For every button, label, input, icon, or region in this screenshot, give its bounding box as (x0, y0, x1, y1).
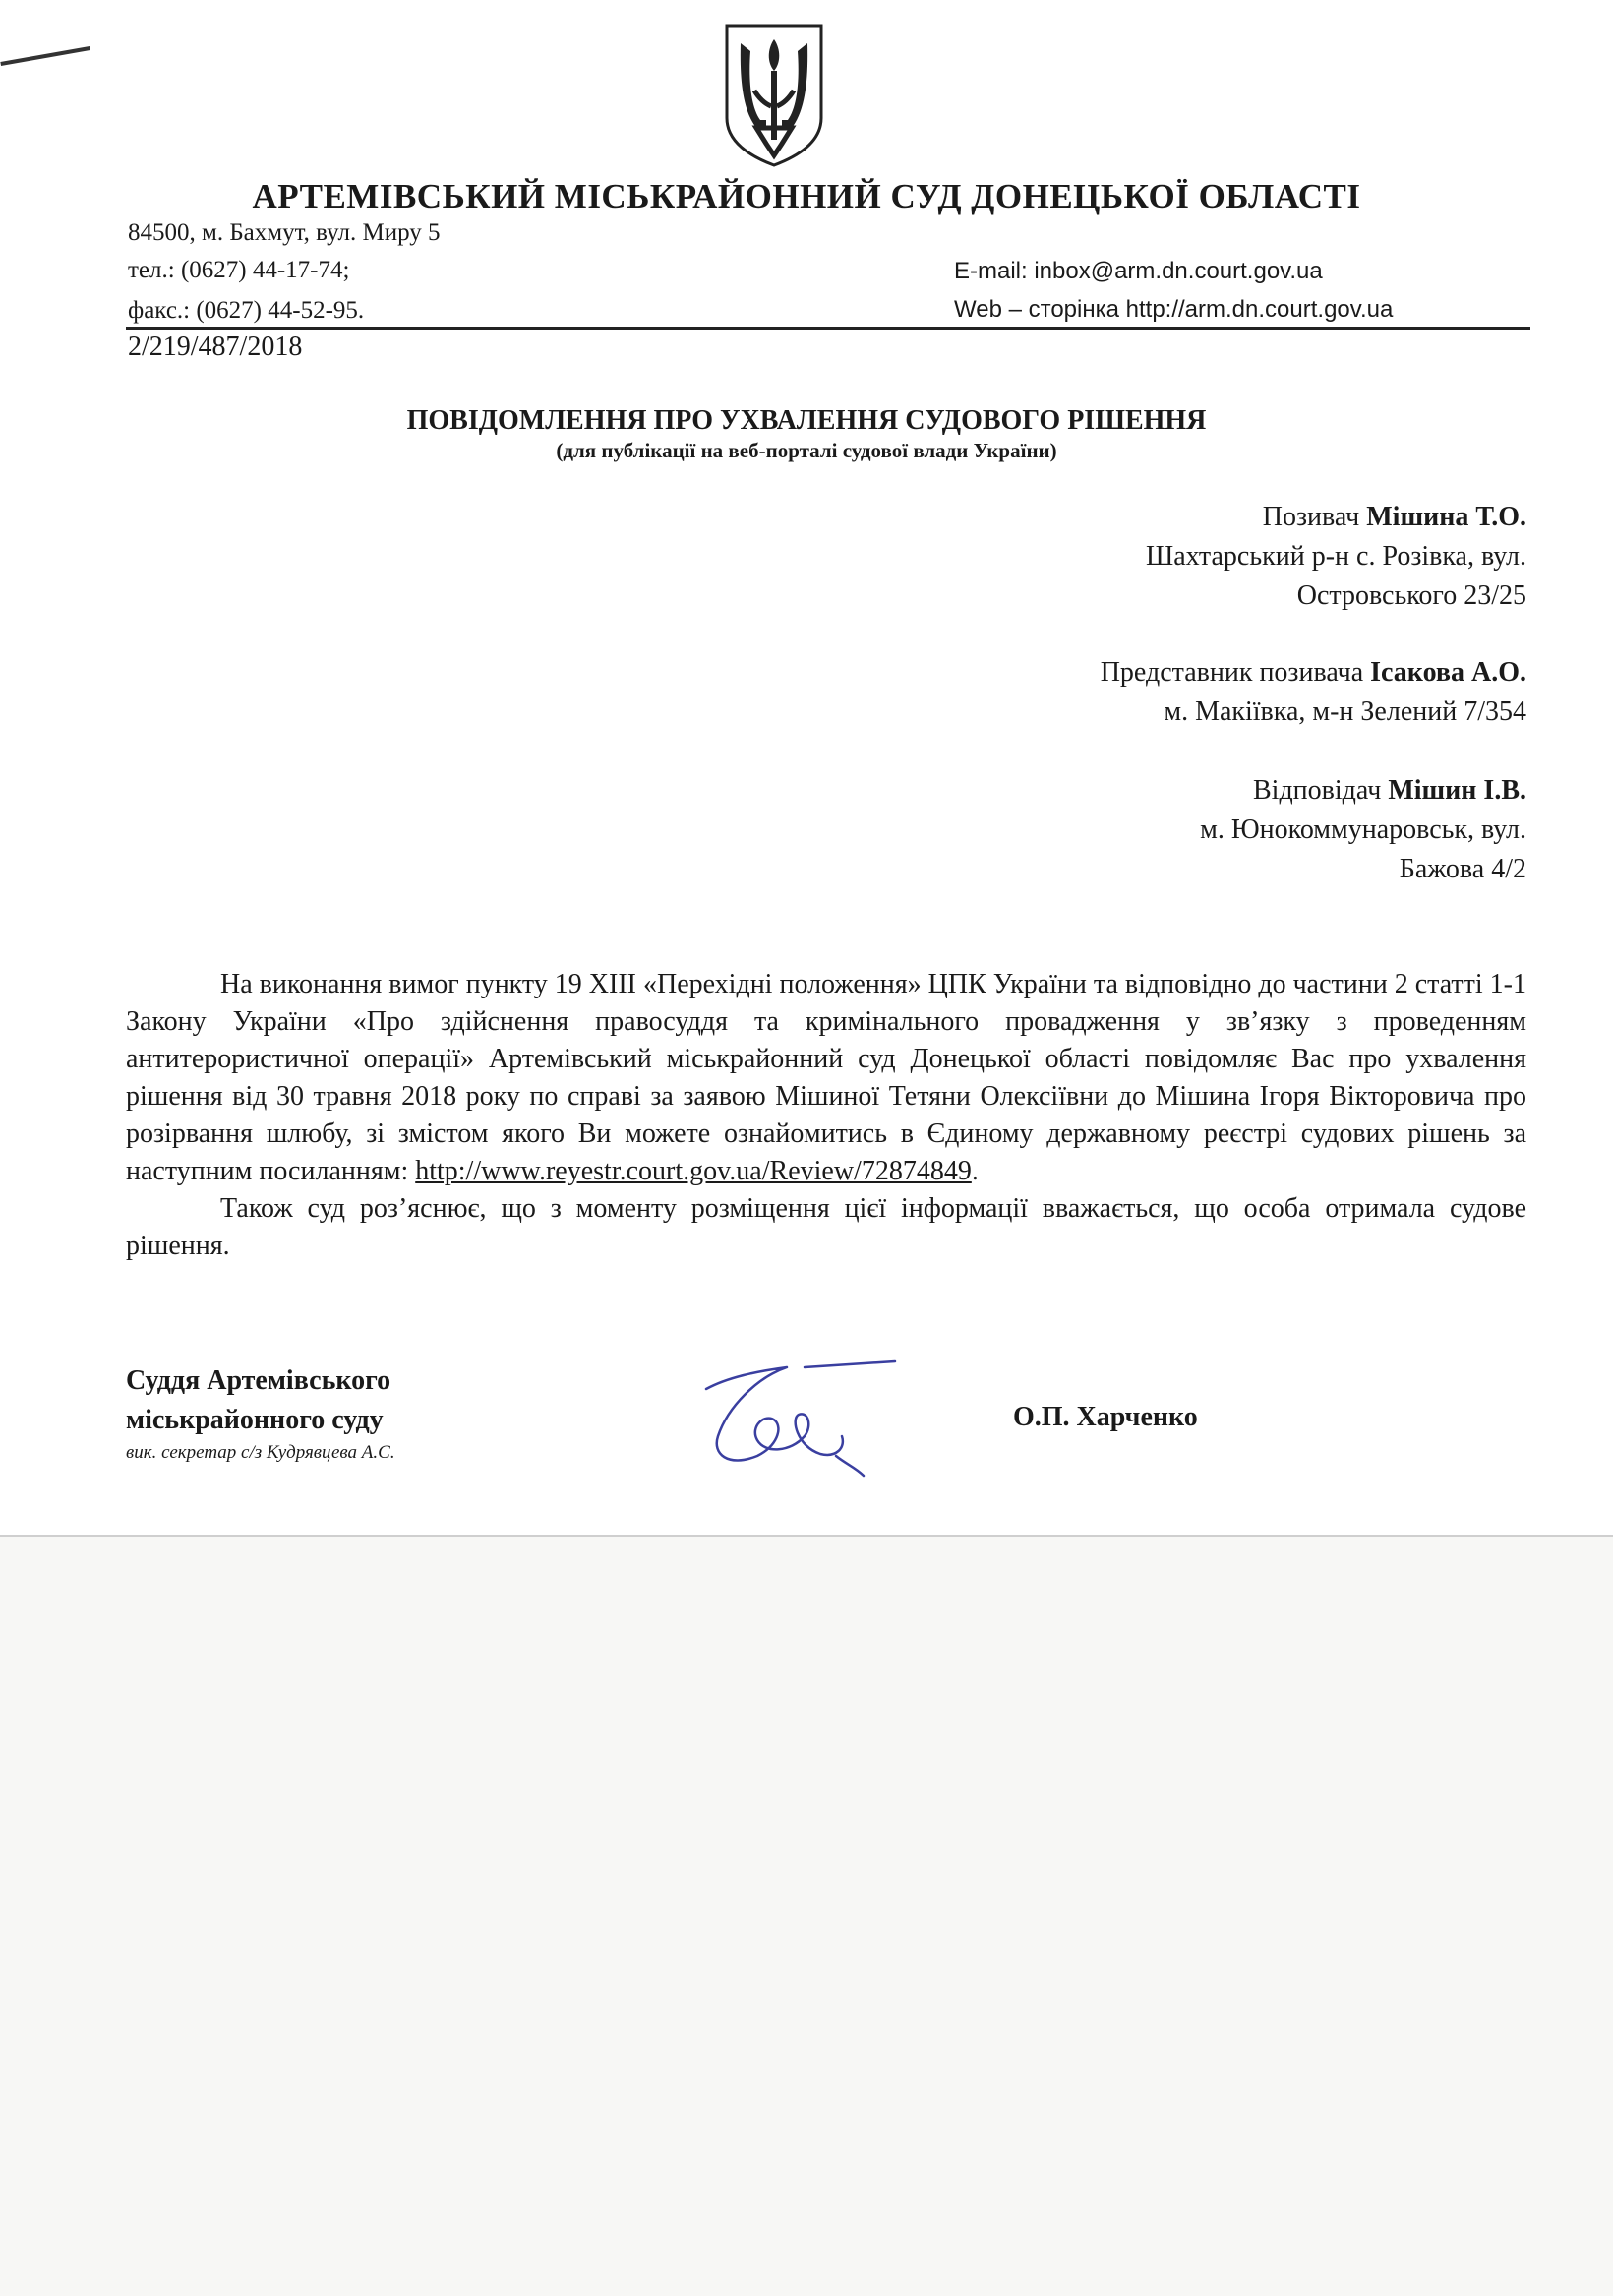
judge-title (126, 1361, 390, 1440)
representative-role: Представник позивача (1100, 657, 1364, 688)
scan-artifact (0, 46, 90, 66)
court-phone: тел.: (0627) 44-17-74; (128, 257, 350, 283)
court-address: 84500, м. Бахмут, вул. Миру 5 (128, 219, 441, 246)
blank-scan-area (0, 1537, 1613, 2296)
representative-block (838, 653, 1526, 732)
trident-emblem-icon (721, 22, 827, 169)
body-paragraph-1-end: . (971, 1156, 979, 1186)
document-number: 2/219/487/2018 (128, 332, 303, 362)
signer-name: О.П. Харченко (1013, 1402, 1198, 1432)
judge-title-line-2: міськрайонного суду (126, 1405, 384, 1435)
defendant-name: Мішин І.В. (1388, 775, 1526, 806)
plaintiff-address-2: Островського 23/25 (1296, 580, 1526, 611)
defendant-address-2: Бажова 4/2 (1399, 854, 1526, 884)
judge-title-line-1: Суддя Артемівського (126, 1365, 391, 1396)
body-paragraph-1-text: На виконання вимог пункту 19 XIII «Перехідні положення» ЦПК України та відповідно до частини 2 статті 1-1 Закону України «Про здійснення правосуддя та кримінального провадження у зв’язку з проведенням антитерористичної операції» Артемівський міськрайонний суд Донецької області повідомляє Вас про ухвалення рішення від 30 травня 2018 року по справі за заявою Мішиної Тетяни Олексіївни до Мішина Ігоря Вікторовича про розірвання шлюбу, зі змістом якого Ви можете ознайомитись в Єдиному державному реєстрі судових рішень за наступним посиланням: (126, 969, 1526, 1186)
registry-link[interactable]: http://www.reyestr.court.gov.ua/Review/72874849 (415, 1156, 972, 1186)
body-paragraph-2: Також суд роз’яснює, що з моменту розміщення цієї інформації вважається, що особа отримала судове рішення. (126, 1193, 1526, 1261)
notice-subtitle: (для публікації на веб-порталі судової влади України) (556, 439, 1057, 462)
court-email: E-mail: inbox@arm.dn.court.gov.ua (954, 258, 1323, 284)
body-paragraph-1 (126, 966, 1526, 1190)
representative-address: м. Макіївка, м-н Зелений 7/354 (1164, 696, 1526, 727)
court-name: АРТЕМІВСЬКИЙ МІСЬКРАЙОННИЙ СУД ДОНЕЦЬКОЇ ОБЛАСТІ (252, 177, 1361, 215)
court-fax: факс.: (0627) 44-52-95. (128, 297, 365, 324)
secretary-note: вик. секретар с/з Кудрявцева А.С. (126, 1442, 395, 1463)
plaintiff-role: Позивач (1262, 502, 1360, 532)
plaintiff-block (838, 498, 1526, 616)
defendant-block (838, 771, 1526, 889)
plaintiff-name: Мішина Т.О. (1366, 502, 1526, 532)
handwritten-signature (688, 1338, 915, 1485)
court-website: Web – сторінка http://arm.dn.court.gov.ua (954, 296, 1394, 323)
representative-name: Ісакова А.О. (1370, 657, 1526, 688)
defendant-role: Відповідач (1252, 775, 1382, 806)
notice-body (126, 966, 1526, 1265)
notice-title: ПОВІДОМЛЕННЯ ПРО УХВАЛЕННЯ СУДОВОГО РІШЕННЯ (406, 405, 1207, 436)
plaintiff-address-1: Шахтарський р-н с. Розівка, вул. (1145, 541, 1526, 572)
header-divider (126, 327, 1530, 330)
defendant-address-1: м. Юнокоммунаровськ, вул. (1200, 815, 1526, 845)
